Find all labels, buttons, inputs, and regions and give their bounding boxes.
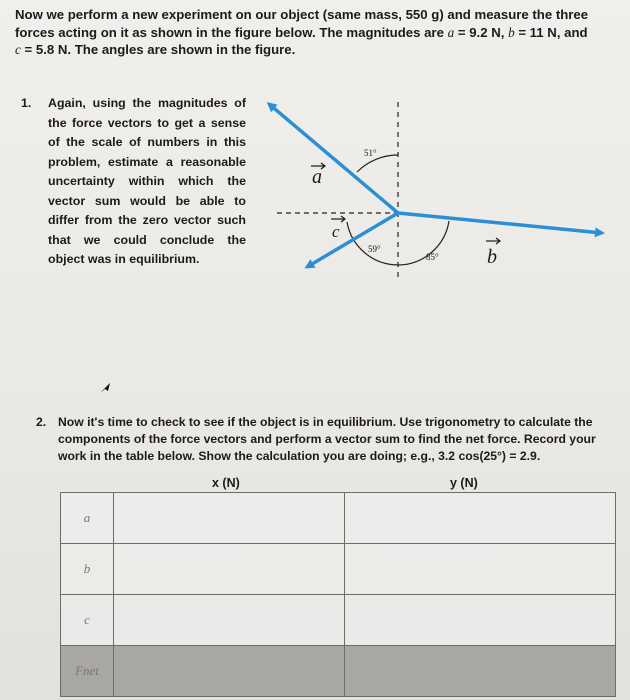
cell-a-x[interactable] — [114, 493, 345, 544]
angle-a-label: 51° — [364, 148, 377, 158]
table-row — [61, 493, 616, 544]
row-label-b: b — [61, 544, 114, 595]
mouse-pointer-icon — [98, 380, 114, 396]
value-b: = 11 N, and — [514, 24, 588, 40]
vector-c-label: c — [332, 222, 340, 241]
vector-b-arrow — [398, 213, 602, 233]
value-c: = 5.8 N. The angles are shown in the figure. — [20, 42, 296, 57]
cell-b-y[interactable] — [345, 544, 616, 595]
angle-b-label: 85° — [426, 252, 439, 262]
value-a: = 9.2 N, — [454, 24, 509, 40]
cell-c-y[interactable] — [345, 595, 616, 646]
angle-arc-b — [398, 221, 449, 265]
cell-fnet-x[interactable] — [114, 646, 345, 697]
x-column-header: x (N) — [212, 476, 240, 490]
question-1-text: Again, using the magnitudes of the force vectors to get a sense of the scale of numbers in this problem, estimate a reasonable uncertainty within which the vector sum would be able to differ from the zero vector such that we could conclude the object was in equilibrium. — [48, 96, 246, 266]
question-2-text: Now it's time to check to see if the object is in equilibrium. Use trigonometry to calculate the components of the force vectors and perform a vector sum to find the net force. Record your work in the table below. Show the calculation you are doing; e.g., 3.2 cos(25°) = 2.9. — [58, 415, 596, 463]
row-label-fnet: Fnet — [61, 646, 114, 697]
cell-c-x[interactable] — [114, 595, 345, 646]
cell-b-x[interactable] — [114, 544, 345, 595]
vector-b-label: b — [487, 246, 497, 268]
y-column-header: y (N) — [450, 476, 478, 490]
intro-text-1: Now we perform a new experiment on our object (same mass, 550 g) and measure the three forces acting on it as shown in the figure below. The magnitudes are — [15, 7, 589, 40]
question-2 — [36, 414, 613, 465]
symbol-a: a — [447, 24, 455, 40]
table-row — [61, 544, 616, 595]
symbol-c: c — [15, 42, 21, 57]
vector-a-label: a — [312, 166, 322, 188]
cell-fnet-y[interactable] — [345, 646, 616, 697]
cell-a-y[interactable] — [345, 493, 616, 544]
row-label-a: a — [61, 493, 114, 544]
symbol-b: b — [508, 24, 515, 40]
angle-c-label: 59° — [368, 244, 381, 254]
vector-c-arrow — [307, 213, 398, 267]
row-label-c: c — [61, 595, 114, 646]
table-row — [61, 595, 616, 646]
components-table — [60, 492, 616, 697]
question-1-number: 1. — [21, 96, 32, 110]
question-2-number: 2. — [36, 415, 47, 429]
table-row — [61, 646, 616, 697]
